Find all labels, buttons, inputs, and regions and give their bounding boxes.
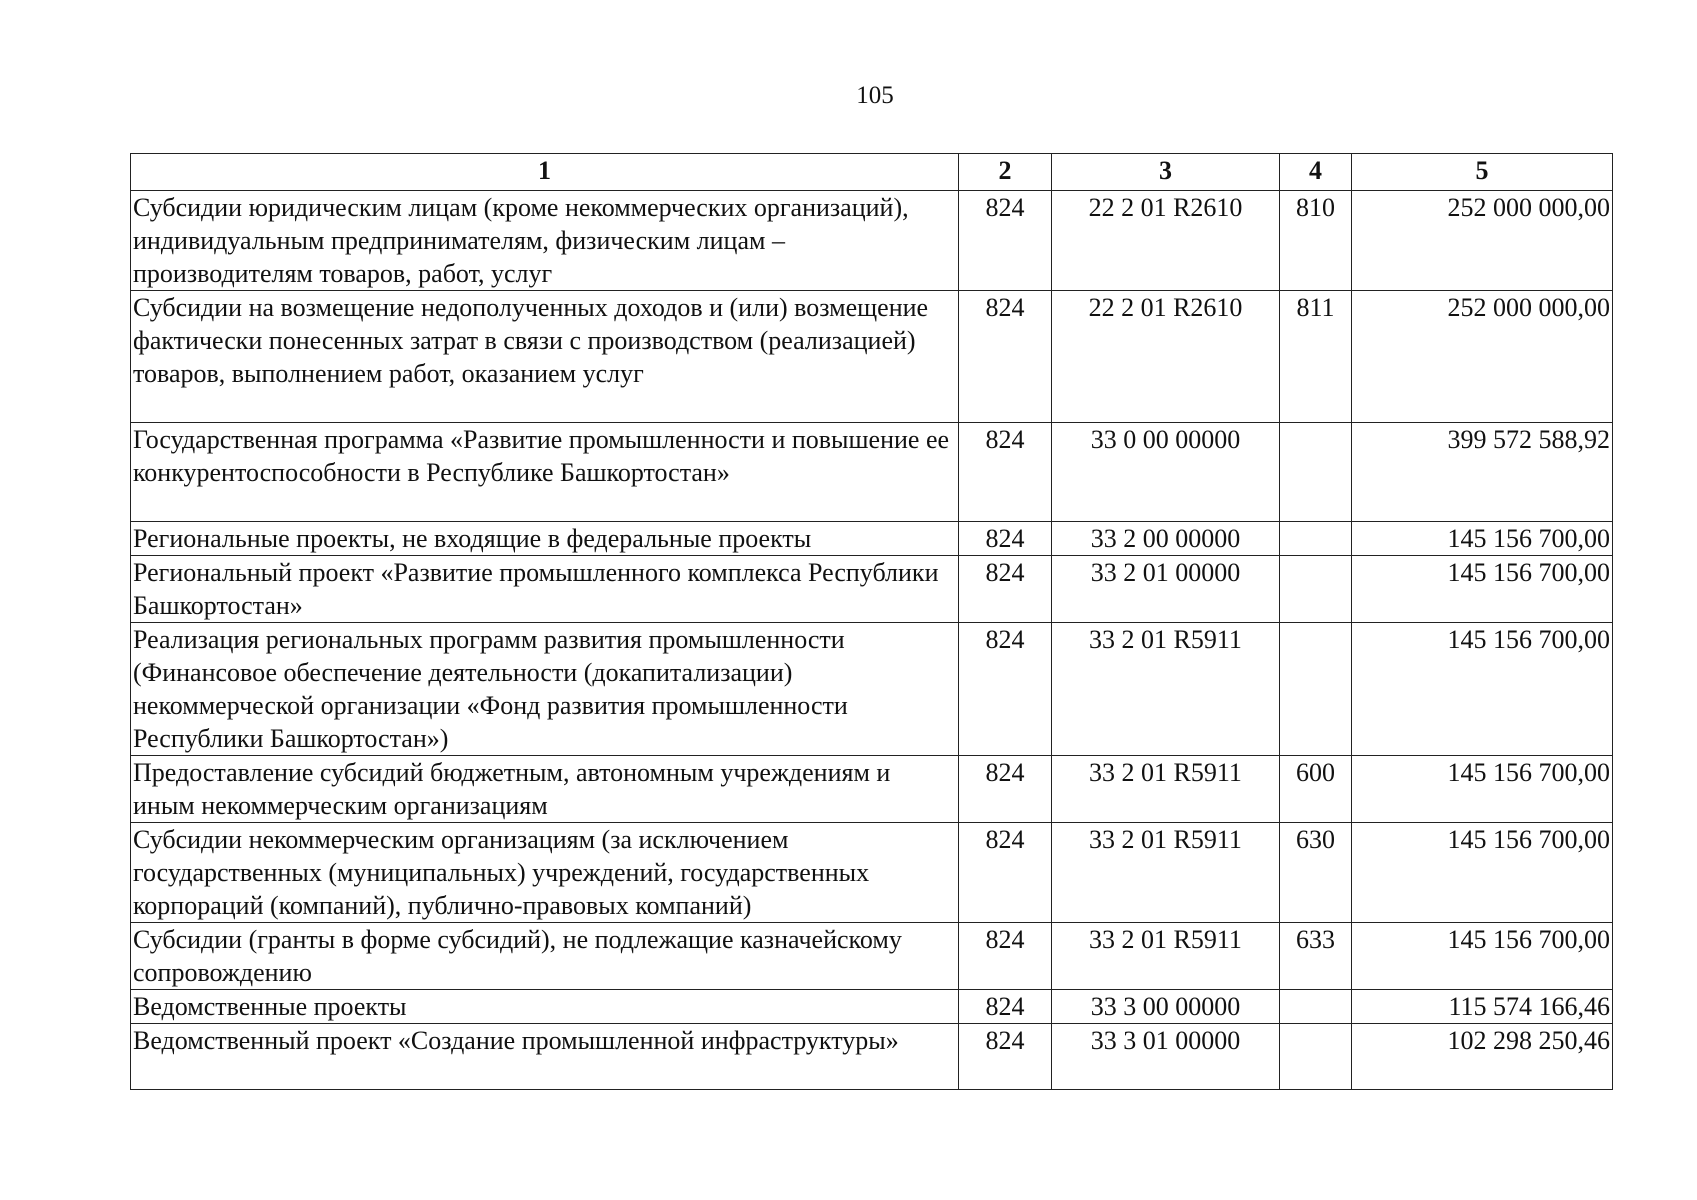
table-row: [131, 191, 1613, 291]
row-expense-type: [1280, 522, 1352, 556]
row-name: Ведомственный проект «Создание промышленной инфраструктуры»: [131, 1024, 959, 1090]
row-amount: 252 000 000,00: [1352, 291, 1613, 423]
row-target-code: 22 2 01 R2610: [1052, 291, 1280, 423]
row-target-code: 33 2 00 00000: [1052, 522, 1280, 556]
table-row: [131, 923, 1613, 990]
row-name: Ведомственные проекты: [131, 990, 959, 1024]
row-dept-code: 824: [959, 423, 1052, 522]
row-expense-type: 600: [1280, 756, 1352, 823]
row-name: Субсидии на возмещение недополученных доходов и (или) возмещение фактически понесенных затрат в связи с производством (реализацией) товаров, выполнением работ, оказанием услуг: [131, 291, 959, 423]
table-header-row: [131, 154, 1613, 191]
row-expense-type: 633: [1280, 923, 1352, 990]
row-target-code: 33 0 00 00000: [1052, 423, 1280, 522]
row-amount: 399 572 588,92: [1352, 423, 1613, 522]
row-amount: 145 156 700,00: [1352, 623, 1613, 756]
header-col-5: 5: [1352, 154, 1613, 191]
row-target-code: 33 2 01 R5911: [1052, 823, 1280, 923]
table-row: [131, 522, 1613, 556]
row-target-code: 33 3 01 00000: [1052, 1024, 1280, 1090]
row-name: Региональный проект «Развитие промышленного комплекса Республики Башкортостан»: [131, 556, 959, 623]
row-name: Государственная программа «Развитие промышленности и повышение ее конкурентоспособности в Республике Башкортостан»: [131, 423, 959, 522]
row-amount: 145 156 700,00: [1352, 756, 1613, 823]
table-row: [131, 556, 1613, 623]
row-amount: 145 156 700,00: [1352, 522, 1613, 556]
table-row: [131, 623, 1613, 756]
row-dept-code: 824: [959, 923, 1052, 990]
row-dept-code: 824: [959, 191, 1052, 291]
row-target-code: 33 2 01 R5911: [1052, 623, 1280, 756]
row-expense-type: [1280, 1024, 1352, 1090]
table-row: [131, 990, 1613, 1024]
row-dept-code: 824: [959, 823, 1052, 923]
row-dept-code: 824: [959, 990, 1052, 1024]
row-amount: 145 156 700,00: [1352, 823, 1613, 923]
row-expense-type: 811: [1280, 291, 1352, 423]
row-expense-type: 630: [1280, 823, 1352, 923]
row-expense-type: [1280, 556, 1352, 623]
row-expense-type: [1280, 990, 1352, 1024]
row-name: Предоставление субсидий бюджетным, автономным учреждениям и иным некоммерческим организациям: [131, 756, 959, 823]
row-amount: 102 298 250,46: [1352, 1024, 1613, 1090]
row-dept-code: 824: [959, 1024, 1052, 1090]
row-amount: 252 000 000,00: [1352, 191, 1613, 291]
row-name: Субсидии некоммерческим организациям (за исключением государственных (муниципальных) учреждений, государственных корпораций (компаний), публично-правовых компаний): [131, 823, 959, 923]
row-name: Реализация региональных программ развития промышленности (Финансовое обеспечение деятельности (докапитализации) некоммерческой организации «Фонд развития промышленности Республики Башкортостан»): [131, 623, 959, 756]
row-name: Региональные проекты, не входящие в федеральные проекты: [131, 522, 959, 556]
row-target-code: 33 2 01 00000: [1052, 556, 1280, 623]
row-name: Субсидии юридическим лицам (кроме некоммерческих организаций), индивидуальным предпринимателям, физическим лицам – производителям товаров, работ, услуг: [131, 191, 959, 291]
row-target-code: 33 3 00 00000: [1052, 990, 1280, 1024]
row-amount: 145 156 700,00: [1352, 923, 1613, 990]
row-amount: 115 574 166,46: [1352, 990, 1613, 1024]
row-dept-code: 824: [959, 756, 1052, 823]
budget-table: [130, 153, 1613, 1090]
row-dept-code: 824: [959, 291, 1052, 423]
row-name: Субсидии (гранты в форме субсидий), не подлежащие казначейскому сопровождению: [131, 923, 959, 990]
header-col-1: 1: [131, 154, 959, 191]
table-row: [131, 823, 1613, 923]
row-dept-code: 824: [959, 623, 1052, 756]
table-row: [131, 291, 1613, 423]
table-row: [131, 756, 1613, 823]
header-col-3: 3: [1052, 154, 1280, 191]
row-target-code: 22 2 01 R2610: [1052, 191, 1280, 291]
table-row: [131, 1024, 1613, 1090]
header-col-2: 2: [959, 154, 1052, 191]
row-expense-type: [1280, 623, 1352, 756]
row-dept-code: 824: [959, 522, 1052, 556]
row-dept-code: 824: [959, 556, 1052, 623]
row-expense-type: [1280, 423, 1352, 522]
row-target-code: 33 2 01 R5911: [1052, 923, 1280, 990]
row-expense-type: 810: [1280, 191, 1352, 291]
table-row: [131, 423, 1613, 522]
row-amount: 145 156 700,00: [1352, 556, 1613, 623]
page-number: 105: [856, 82, 894, 109]
header-col-4: 4: [1280, 154, 1352, 191]
row-target-code: 33 2 01 R5911: [1052, 756, 1280, 823]
